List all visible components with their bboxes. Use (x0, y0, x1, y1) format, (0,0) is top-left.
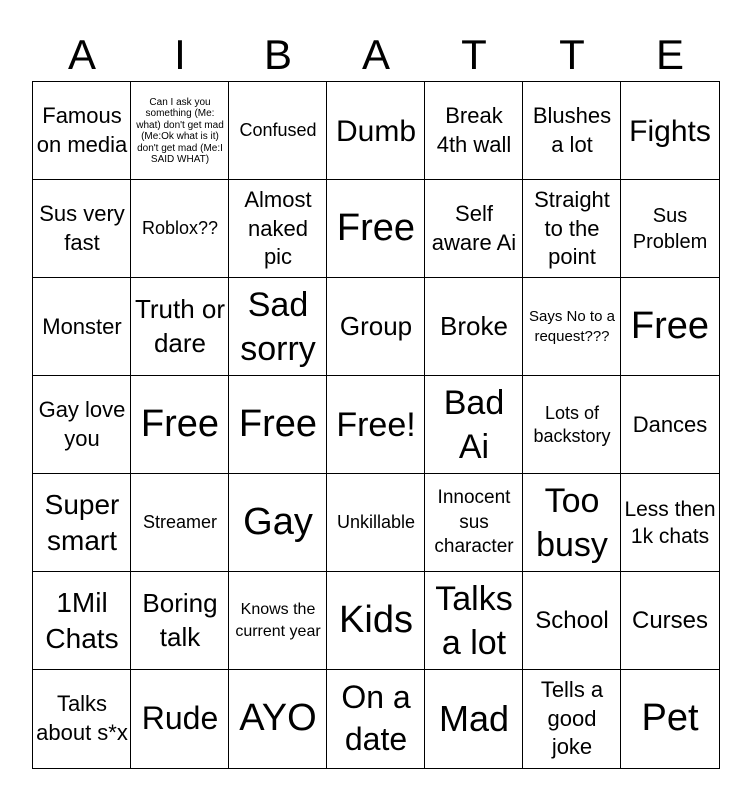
bingo-cell-label: On a date (341, 679, 411, 757)
bingo-cell-label: Famous on media (36, 103, 128, 157)
bingo-cell[interactable] (327, 278, 425, 376)
bingo-cell[interactable] (425, 670, 523, 768)
bingo-cell-label: Kids (339, 599, 413, 642)
grid-line-vertical (424, 82, 425, 768)
bingo-cell[interactable] (229, 82, 327, 180)
bingo-cell[interactable] (523, 572, 621, 670)
bingo-cell[interactable] (621, 670, 719, 768)
grid-line-vertical (326, 82, 327, 768)
bingo-cell[interactable] (131, 180, 229, 278)
bingo-cell[interactable] (425, 82, 523, 180)
header-letter: A (67, 31, 96, 78)
bingo-cell-label: AYO (239, 697, 317, 740)
bingo-cell[interactable] (33, 572, 131, 670)
bingo-cell[interactable] (33, 180, 131, 278)
header-letter: A (361, 31, 390, 78)
bingo-cell-label: Break 4th wall (436, 103, 512, 157)
bingo-cell[interactable] (621, 474, 719, 572)
bingo-cell[interactable] (425, 180, 523, 278)
bingo-cell[interactable] (425, 572, 523, 670)
bingo-cell-label: Sus Problem (632, 205, 708, 253)
bingo-cell[interactable] (131, 82, 229, 180)
bingo-cell[interactable] (229, 180, 327, 278)
bingo-cell-label: Sad sorry (240, 285, 316, 368)
bingo-cell[interactable] (621, 278, 719, 376)
bingo-cell[interactable] (327, 670, 425, 768)
bingo-cell[interactable] (229, 278, 327, 376)
bingo-cell-label: Tells a good joke (540, 677, 604, 760)
bingo-cell[interactable] (229, 670, 327, 768)
bingo-header (33, 30, 719, 80)
bingo-cell-label: Gay (243, 501, 313, 544)
bingo-cell[interactable] (327, 180, 425, 278)
bingo-cell-label: Rude (141, 700, 219, 737)
header-letter: I (174, 31, 186, 78)
bingo-cell-label: Monster (42, 313, 122, 339)
bingo-cell-label: Says No to a request??? (529, 307, 615, 345)
bingo-cell-label: Boring talk (142, 588, 218, 652)
bingo-cell-label: Almost naked pic (244, 187, 312, 270)
grid-line-horizontal (33, 277, 719, 278)
bingo-cell[interactable] (131, 572, 229, 670)
bingo-cell[interactable] (131, 376, 229, 474)
bingo-cell-label: Curses (631, 607, 709, 635)
bingo-cell[interactable] (523, 278, 621, 376)
bingo-cell[interactable] (523, 670, 621, 768)
grid-line-horizontal (33, 669, 719, 670)
bingo-cell-label: Free! (336, 405, 416, 444)
bingo-cell-label: Sus very fast (39, 201, 125, 255)
grid-line-vertical (228, 82, 229, 768)
grid-line-horizontal (33, 473, 719, 474)
grid-line-horizontal (33, 571, 719, 572)
bingo-cell-label: Innocent sus character (434, 486, 514, 558)
bingo-cell-label: School (535, 607, 609, 635)
bingo-cell[interactable] (131, 278, 229, 376)
bingo-cell-label: Bad Ai (443, 383, 505, 466)
bingo-cell[interactable] (523, 474, 621, 572)
bingo-cell-label: Free (140, 403, 220, 446)
header-letter: E (655, 31, 684, 78)
bingo-cell-label: Self aware Ai (431, 201, 517, 255)
bingo-cell-label: Lots of backstory (533, 402, 611, 446)
bingo-cell-label: Talks a lot (435, 579, 513, 662)
bingo-cell[interactable] (33, 376, 131, 474)
bingo-cell-label: Broke (440, 311, 508, 342)
bingo-cell-label: Blushes a lot (532, 103, 612, 157)
bingo-cell[interactable] (327, 82, 425, 180)
bingo-cell-label: Confused (239, 120, 317, 141)
bingo-cell-label: Straight to the point (534, 187, 610, 270)
bingo-cell[interactable] (131, 670, 229, 768)
grid-line-horizontal (33, 179, 719, 180)
bingo-cell[interactable] (621, 376, 719, 474)
bingo-cell[interactable] (425, 474, 523, 572)
grid-line-horizontal (33, 375, 719, 376)
bingo-cell[interactable] (523, 180, 621, 278)
grid-line-vertical (620, 82, 621, 768)
bingo-cell[interactable] (229, 474, 327, 572)
bingo-cell[interactable] (523, 82, 621, 180)
bingo-cell-label: Free (336, 207, 416, 250)
bingo-cell[interactable] (621, 82, 719, 180)
header-letter: B (263, 31, 292, 78)
bingo-cell-label: Roblox?? (141, 218, 219, 239)
bingo-cell-label: Free (630, 305, 710, 348)
bingo-cell-label: Fights (629, 114, 711, 148)
bingo-cell-label: Can I ask you something (Me: what) don't get mad (Me:Ok what is it) don't get mad (Me:I SAID WHAT) (136, 96, 224, 165)
bingo-cell[interactable] (33, 670, 131, 768)
bingo-cell[interactable] (229, 572, 327, 670)
header-letter: T (461, 31, 487, 78)
bingo-cell-label: Knows the current year (235, 601, 321, 640)
bingo-cell[interactable] (33, 82, 131, 180)
bingo-cell-label: Dances (632, 411, 708, 437)
bingo-cell[interactable] (327, 572, 425, 670)
bingo-cell[interactable] (425, 376, 523, 474)
bingo-cell-label: Too busy (536, 481, 608, 564)
bingo-cell-label: Truth or dare (134, 294, 226, 358)
header-letter: T (559, 31, 585, 78)
bingo-cell-label: Free (238, 403, 318, 446)
bingo-board (32, 81, 720, 769)
bingo-cell-label: Streamer (142, 512, 218, 533)
bingo-cell-label: Mad (438, 697, 510, 739)
bingo-cell-label: Group (339, 311, 413, 342)
bingo-cell-label: Talks about s*x (36, 691, 128, 745)
grid-line-vertical (522, 82, 523, 768)
bingo-cell[interactable] (425, 278, 523, 376)
bingo-cell[interactable] (131, 474, 229, 572)
bingo-cell[interactable] (33, 474, 131, 572)
bingo-cell[interactable] (523, 376, 621, 474)
bingo-cell-label: Less then 1k chats (624, 497, 716, 548)
bingo-cell-label: Super smart (44, 488, 120, 556)
bingo-cell[interactable] (33, 278, 131, 376)
bingo-cell-label: Pet (641, 697, 699, 740)
bingo-cell[interactable] (621, 180, 719, 278)
bingo-cell[interactable] (229, 376, 327, 474)
bingo-cell-label: 1Mil Chats (45, 586, 119, 654)
bingo-cell-label: Unkillable (336, 512, 416, 533)
bingo-cell-label: Dumb (335, 114, 417, 148)
bingo-cell[interactable] (327, 474, 425, 572)
bingo-cell[interactable] (621, 572, 719, 670)
bingo-cell-label: Gay love you (38, 397, 126, 451)
bingo-cell[interactable] (327, 376, 425, 474)
grid-line-vertical (130, 82, 131, 768)
